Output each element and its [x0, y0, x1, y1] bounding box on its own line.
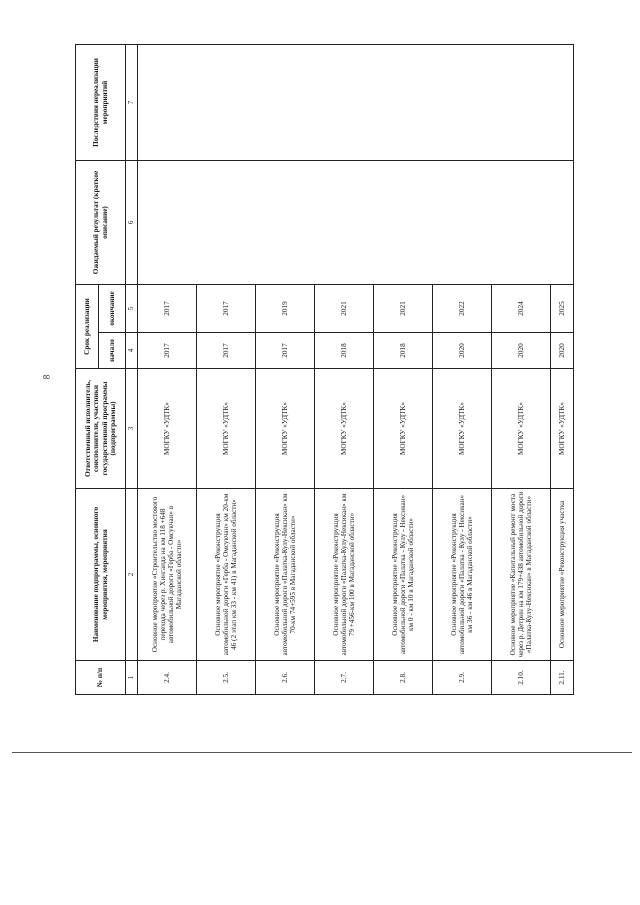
row-num: 2.10. — [492, 661, 551, 695]
row-start: 2017 — [256, 333, 315, 369]
column-number-row — [126, 45, 138, 695]
header-consequences: Последствия нереализации мероприятий — [76, 45, 126, 161]
col-number: 3 — [126, 369, 138, 489]
row-name: Основное мероприятие «Реконструкция участка — [551, 489, 574, 661]
table-row — [138, 45, 197, 695]
col-number: 1 — [126, 661, 138, 695]
header-row-1 — [76, 45, 99, 695]
col-number: 7 — [126, 45, 138, 161]
col-number: 4 — [126, 333, 138, 369]
row-num: 2.6. — [256, 661, 315, 695]
result-cell — [138, 161, 574, 285]
row-executor: МОГКУ «УДТК» — [197, 369, 256, 489]
row-start: 2018 — [374, 333, 433, 369]
row-end: 2019 — [256, 285, 315, 333]
row-start: 2017 — [138, 333, 197, 369]
scan-divider-line — [12, 752, 632, 753]
row-name: Основное мероприятие «Реконструкция автомобильной дороги «Палатка - Кулу - Нексикан» км 0 - км 10 в Магаданской области» — [374, 489, 433, 661]
row-executor: МОГКУ «УДТК» — [551, 369, 574, 489]
row-executor: МОГКУ «УДТК» — [374, 369, 433, 489]
row-end: 2017 — [138, 285, 197, 333]
header-end: окончание — [99, 285, 126, 333]
row-name: Основное мероприятие «Реконструкция автомобильной дороги «Палатка - Кулу - Нексикан» км 36 - км 46 в Магаданской области» — [433, 489, 492, 661]
row-end: 2025 — [551, 285, 574, 333]
row-end: 2021 — [315, 285, 374, 333]
row-executor: МОГКУ «УДТК» — [433, 369, 492, 489]
row-num: 2.11. — [551, 661, 574, 695]
col-number: 2 — [126, 489, 138, 661]
row-name: Основное мероприятие «Капитальный ремонт моста через р. Детрин на км 179+438 автомобильной дороги «Палатка-Кулу-Нексикан» в Магаданской области» — [492, 489, 551, 661]
row-executor: МОГКУ «УДТК» — [138, 369, 197, 489]
row-start: 2020 — [433, 333, 492, 369]
row-name: Основное мероприятие «Реконструкция автомобильной дороги «Герба - Омсукчан» км 20-км 46 (2 этап км 33 - км 41) в Магаданской области» — [197, 489, 256, 661]
header-num: № п/п — [76, 661, 126, 695]
header-period: Срок реализации — [76, 285, 99, 369]
header-executor: Ответственный исполнитель, соисполнители, участники государственной программы (подпрограммы) — [76, 369, 126, 489]
row-num: 2.8. — [374, 661, 433, 695]
row-start: 2017 — [197, 333, 256, 369]
row-executor: МОГКУ «УДТК» — [315, 369, 374, 489]
row-name: Основное мероприятие «Строительство мостового перехода через р. Хингаида на км 118 +648 автомобильной дороги «Герба - Омсукчан» в Магаданской области» — [138, 489, 197, 661]
header-name: Наименование подпрограммы, основного мероприятия, мероприятия — [76, 489, 126, 661]
row-end: 2017 — [197, 285, 256, 333]
row-name: Основное мероприятие «Реконструкция автомобильной дороги «Палатка-Кулу-Нексикан» км 70-км 74+595 в Магаданской области» — [256, 489, 315, 661]
row-start: 2018 — [315, 333, 374, 369]
row-num: 2.9. — [433, 661, 492, 695]
row-end: 2022 — [433, 285, 492, 333]
row-end: 2021 — [374, 285, 433, 333]
row-start: 2020 — [551, 333, 574, 369]
row-executor: МОГКУ «УДТК» — [256, 369, 315, 489]
header-start: начало — [99, 333, 126, 369]
header-result: Ожидаемый результат (краткое описание) — [76, 161, 126, 285]
row-num: 2.4. — [138, 661, 197, 695]
rotated-page — [75, 45, 565, 695]
consequences-cell — [138, 45, 574, 161]
row-start: 2020 — [492, 333, 551, 369]
page-number: 8 — [41, 374, 52, 380]
col-number: 5 — [126, 285, 138, 333]
row-end: 2024 — [492, 285, 551, 333]
row-name: Основное мероприятие «Реконструкция автомобильной дороги «Палатка-Кулу-Нексикан» км 79 +456-км 100 в Магаданской области» — [315, 489, 374, 661]
row-executor: МОГКУ «УДТК» — [492, 369, 551, 489]
col-number: 6 — [126, 161, 138, 285]
measures-table — [75, 44, 574, 695]
row-num: 2.5. — [197, 661, 256, 695]
row-num: 2.7. — [315, 661, 374, 695]
